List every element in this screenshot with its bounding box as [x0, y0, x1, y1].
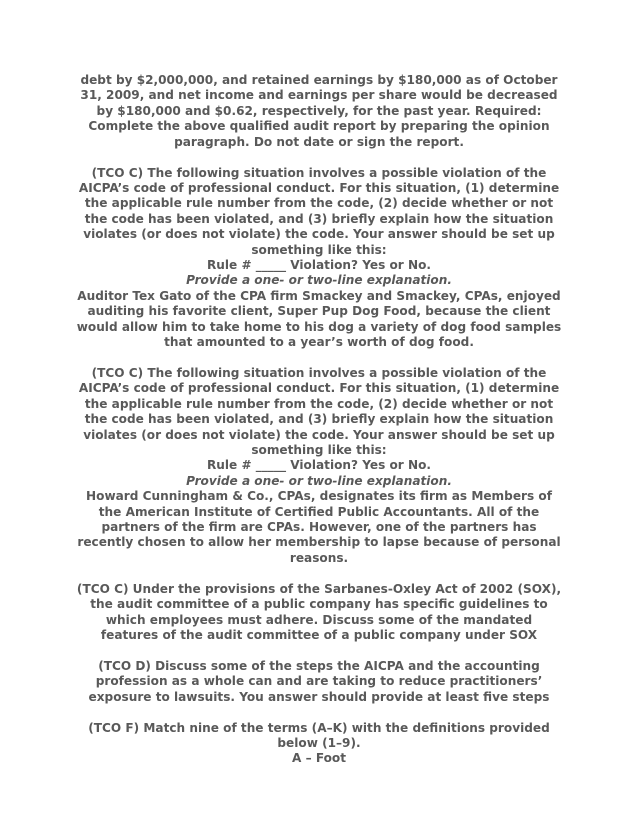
- question-tco-c-1-scenario: Auditor Tex Gato of the CPA firm Smackey and Smackey, CPAs, enjoyed auditing his favorite client, Super Pup Dog Food, because the client would allow him to take home to his dog a variety of dog food samples that amounted to a year’s worth of dog food.: [76, 288, 562, 349]
- question-tco-c-2-intro: (TCO C) The following situation involves a possible violation of the AICPA’s code of professional conduct. For this situation, (1) determine the applicable rule number from the code, (2) decide whether or not the code has been violated, and (3) briefly explain how the situation violates (or does not violate) the code. Your answer should be set up something like this:: [78, 365, 560, 457]
- question-tco-c-1-explanation-line: Provide a one- or two-line explanation.: [186, 273, 452, 288]
- paragraph-audit-report-requirement: debt by $2,000,000, and retained earnings by $180,000 as of October 31, 2009, and net income and earnings per share would be decreased by $180,000 and $0.62, respectively, for the past year. Required: Complete the above qualified audit report by preparing the opinion paragraph. Do not date or sign the report.: [80, 73, 558, 149]
- spacer: [76, 566, 562, 582]
- question-tco-c-2-rule-line: Rule # _____ Violation? Yes or No.: [206, 458, 431, 473]
- question-tco-f-first-term: A – Foot: [292, 751, 346, 766]
- question-tco-f-matching: (TCO F) Match nine of the terms (A–K) with the definitions provided below (1–9).: [88, 720, 550, 750]
- question-tco-c-1-rule-line: Rule # _____ Violation? Yes or No.: [206, 257, 431, 272]
- spacer: [76, 643, 562, 659]
- spacer: [76, 150, 562, 166]
- question-tco-c-sox: (TCO C) Under the provisions of the Sarbanes-Oxley Act of 2002 (SOX), the audit committee of a public company has specific guidelines to which employees must adhere. Discuss some of the mandated features of the audit committee of a public company under SOX: [76, 581, 562, 642]
- spacer: [76, 705, 562, 721]
- document-body: [76, 73, 562, 767]
- question-tco-c-1-intro: (TCO C) The following situation involves a possible violation of the AICPA’s code of professional conduct. For this situation, (1) determine the applicable rule number from the code, (2) decide whether or not the code has been violated, and (3) briefly explain how the situation violates (or does not violate) the code. Your answer should be set up something like this:: [78, 165, 560, 257]
- question-tco-d-lawsuits: (TCO D) Discuss some of the steps the AICPA and the accounting profession as a whole can and are taking to reduce practitioners’ exposure to lawsuits. You answer should provide at least five steps: [88, 658, 550, 704]
- question-tco-c-2-explanation-line: Provide a one- or two-line explanation.: [186, 473, 452, 488]
- spacer: [76, 350, 562, 366]
- question-tco-c-2-scenario: Howard Cunningham & Co., CPAs, designates its firm as Members of the American Institute of Certified Public Accountants. All of the partners of the firm are CPAs. However, one of the partners has recently chosen to allow her membership to lapse because of personal reasons.: [77, 489, 561, 565]
